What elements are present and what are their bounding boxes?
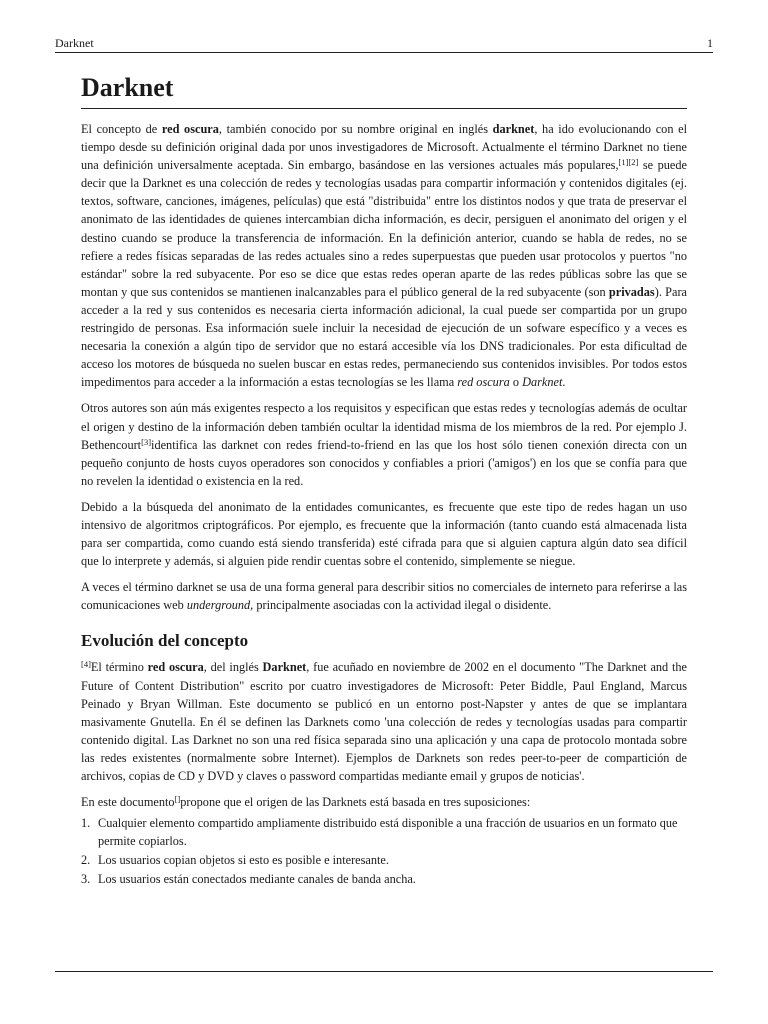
list-item bbox=[81, 851, 687, 869]
bold-term: darknet bbox=[492, 122, 535, 136]
text-run: propone que el origen de las Darknets está basada en tres suposiciones: bbox=[180, 795, 531, 810]
citation-link[interactable]: [1] bbox=[618, 157, 629, 168]
italic-term: Darknet bbox=[522, 375, 563, 390]
paragraph-origin bbox=[81, 658, 687, 785]
text-run: A veces el término darknet se usa de una forma general para describir sitios no comerciales de interneto para referirse a las comunicaciones web bbox=[81, 580, 687, 613]
paragraph-assumptions-intro bbox=[81, 793, 687, 811]
text-run: Otros autores son aún más exigentes respecto a los requisitos y especifican que estas redes y tecnologías además de ocultar el origen y destino de la información deben también ocultar la identidad misma de los miembros de la red. Por ejemplo J. Bethencourt bbox=[81, 401, 687, 452]
text-run: identifica las darknet con redes friend-to-friend en las que los host sólo tienen conexión directa con un pequeño conjunto de hosts cuyos operadores son conocidos y confiables a priori ('amigos') en los que se confía para que no revelen la identidad o existencia en la red. bbox=[81, 437, 687, 488]
assumptions-list bbox=[81, 814, 687, 888]
citation-link[interactable]: [4] bbox=[81, 659, 91, 670]
text-run: En este documento bbox=[81, 795, 175, 810]
list-item-text: Los usuarios están conectados mediante canales de banda ancha. bbox=[98, 872, 416, 887]
article-title: Darknet bbox=[81, 72, 687, 109]
paragraph-general-use bbox=[81, 578, 687, 614]
bold-term: Darknet bbox=[262, 660, 307, 675]
list-item bbox=[81, 814, 687, 850]
citation-link[interactable]: [2] bbox=[628, 157, 639, 168]
text-run: , también conocido por su nombre original en inglés bbox=[218, 122, 493, 136]
text-run: El término bbox=[90, 660, 148, 675]
paragraph-other-authors bbox=[81, 399, 687, 489]
list-number: 2. bbox=[81, 853, 91, 868]
text-run: se puede decir que la Darknet es una colección de redes y tecnologías usadas para compartir información y contenidos digitales (ej. textos, software, canciones, imágenes, películas) que está "distribuida" entre los distintos nodos y que trata de preservar el anonimato de las identidades de quienes intercambian dicha información, es decir, persiguen el anonimato del origen y el destino cuando se produce la transferencia de información. En la definición anterior, cuando se habla de redes, no se refiere a redes físicas separadas de las redes actuales sino a redes superpuestas que pueden usar protocolos y puertos "no estándar" sobre la red subyacente. Por eso se dice que estas redes operan aparte de las redes públicas sobre las que se montan y que sus contenidos se mantienen inalcanzables para el público general de la red subyacente (son bbox=[81, 158, 687, 299]
text-run: o bbox=[509, 375, 523, 390]
text-run: , ha ido evolucionando con el tiempo desde su definición original dada por unos investigadores de Microsoft. Actualmente el término Darknet no tiene una definición universalmente aceptada. Sin embargo, basándose en las versiones actuales más populares, bbox=[81, 122, 687, 173]
footer-rule bbox=[55, 971, 713, 972]
list-number: 3. bbox=[81, 872, 91, 887]
text-run: El concepto de bbox=[81, 122, 162, 136]
bold-term: red oscura bbox=[147, 660, 204, 675]
page-number: 1 bbox=[707, 36, 713, 50]
text-run: , del inglés bbox=[203, 660, 263, 675]
italic-term: red oscura bbox=[457, 375, 510, 390]
text-run: , principalmente asociadas con la actividad ilegal o disidente. bbox=[250, 598, 552, 613]
section-heading: Evolución del concepto bbox=[81, 631, 249, 651]
bold-term: privadas bbox=[608, 284, 655, 299]
page-content bbox=[81, 72, 687, 890]
citation-link[interactable]: [] bbox=[174, 794, 181, 805]
running-header bbox=[55, 36, 713, 53]
running-title: Darknet bbox=[55, 36, 94, 50]
list-item bbox=[81, 870, 687, 888]
italic-term: underground bbox=[186, 598, 251, 613]
paragraph-cryptography: Debido a la búsqueda del anonimato de la entidades comunicantes, es frecuente que este tipo de redes hagan un uso intensivo de algoritmos criptográficos. Por ejemplo, es frecuente que la información (tanto cuando está almacenada lista para ser compartida, como cuando está siendo transferida) esté cifrada para que si alguien captura algún dato sea difícil que lo interprete y además, si alguien pide rendir cuentas sobre el contenido, simplemente se niegue. bbox=[81, 499, 687, 569]
text-run: , fue acuñado en noviembre de 2002 en el documento "The Darknet and the Future of Content Distribution" escrito por cuatro investigadores de Microsoft: Peter Biddle, Paul England, Marcus Peinado y Bryan Willman. Este documento se publicó en un entorno post-Napster y antes de que se implantara masivamente Gnutella. En él se definen las Darknets como 'una colección de redes y tecnologías usadas para compartir contenido digital. Las Darknet no son una red física separada sino una aplicación y una capa de protocolo montada sobre las redes existentes (normalmente sobre Internet). Ejemplos de Darknets son redes peer-to-peer de compartición de archivos, copias de CD y DVD y claves o password compartidas mediante email y grupos de noticias'. bbox=[81, 660, 687, 783]
list-item-text: Cualquier elemento compartido ampliamente distribuido está disponible a una fracción de usuarios en un formato que permite copiarlos. bbox=[98, 816, 678, 849]
citation-link[interactable]: [3] bbox=[141, 436, 152, 447]
text-run: ). Para acceder a la red y sus contenidos es necesaria cierta información adicional, la cual puede ser compartida por un grupo restringido de personas. Esa información suele incluir la necesidad de ejecución de un sofware específico y a veces es necesaria la conexión a algún tipo de servidor que no estará accesible vía los DNS tradicionales. Por esta dificultad de acceso los motores de búsqueda no suelen buscar en estas redes, permaneciendo sus contenidos invisibles. Por todos estos impedimentos para acceder a la información a estas tecnologías se les llama bbox=[81, 284, 687, 390]
list-item-text: Los usuarios copian objetos si esto es posible e interesante. bbox=[98, 853, 389, 868]
text-run: . bbox=[562, 375, 566, 390]
paragraph-definition bbox=[81, 120, 687, 391]
bold-term: red oscura bbox=[161, 122, 219, 136]
list-number: 1. bbox=[81, 816, 91, 831]
